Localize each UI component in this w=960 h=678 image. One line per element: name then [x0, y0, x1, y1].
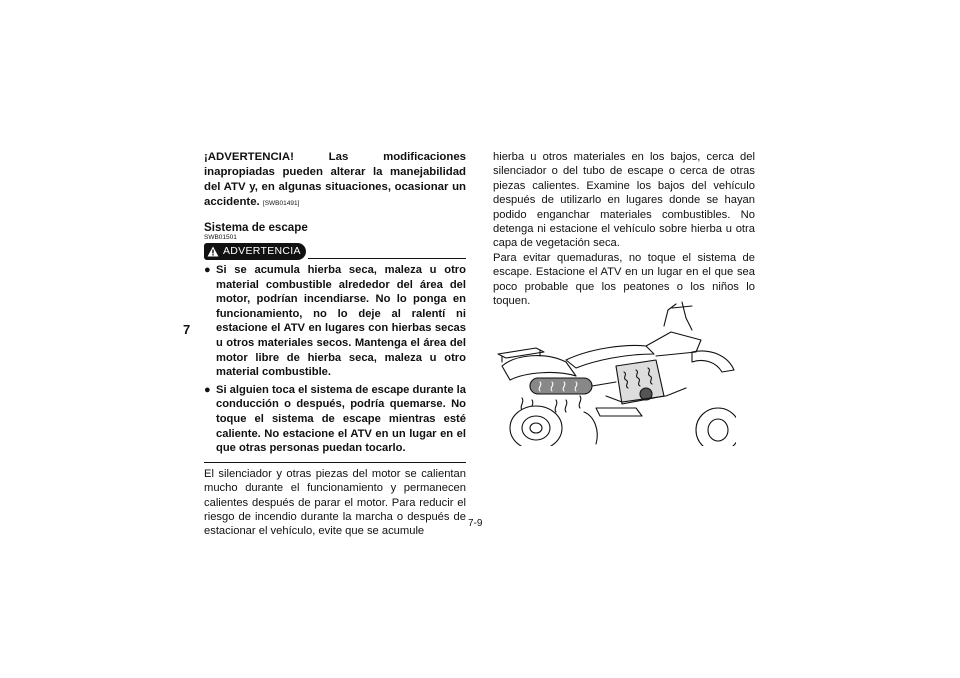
warning-header — [204, 243, 466, 260]
intro-warning — [204, 150, 466, 211]
paragraph: hierba u otros materiales en los bajos, cerca del silenciador o del tubo de escape o cerca de otras piezas calientes. Examine los bajos del vehículo después de utilizarlo en lugares donde se hayan podido enganchar materiales combustibles. No detenga ni estacione el vehículo sobre hierba u otra capa de vegetación seca. — [493, 151, 755, 250]
right-column — [493, 150, 755, 308]
bullet-dot-icon: ● — [204, 383, 211, 396]
warning-triangle-icon — [207, 246, 219, 257]
bullet-dot-icon: ● — [204, 264, 211, 276]
body-text: El silenciador y otras piezas del motor se calientan mucho durante el funcionamiento y permanecen calientes después de parar el motor. Para reducir el riesgo de incendio durante la marcha o después de estacionar el vehículo, evite que se acumule — [204, 467, 466, 538]
warning-badge — [204, 243, 306, 260]
warning-label: ADVERTENCIA — [223, 245, 301, 258]
warning-bullet — [204, 263, 466, 380]
warning-bullet — [204, 383, 466, 456]
warning-end-rule — [204, 462, 466, 463]
warning-bullet-text: Si alguien toca el sistema de escape durante la conducción o después, podría quemarse. No toque el sistema de escape mientras esté caliente. No estacione el ATV en un lugar en el que otras personas puedan tocarlo. — [216, 383, 466, 455]
paragraph: Para evitar quemaduras, no toque el sistema de escape. Estacione el ATV en un lugar en el que sea poco probable que los peatones o los niños lo toquen. — [493, 251, 755, 308]
section-code: SWB01501 — [204, 234, 237, 241]
left-column — [204, 150, 466, 539]
page-number: 7-9 — [468, 518, 483, 529]
atv-illustration — [496, 296, 736, 446]
chapter-tab: 7 — [183, 322, 191, 337]
intro-warning-code: [SWB01491] — [262, 200, 300, 207]
warning-rule — [308, 258, 466, 259]
warning-bullet-text: Si se acumula hierba seca, maleza u otro material combustible alrededor del área del motor, podrían incendiarse. No lo ponga en funcionamiento, no lo deje al ralentí ni estacione el ATV en lugares con hierbas secas u otros materiales secos. Mantenga el área del motor libre de hierba seca, maleza u otro material combustible. — [216, 264, 466, 379]
intro-warning-text: ¡ADVERTENCIA! Las modificaciones inapropiadas pueden alterar la manejabilidad del ATV y, en algunas situaciones, ocasionar un accidente. — [204, 151, 466, 208]
section-title: Sistema de escape — [204, 221, 308, 234]
